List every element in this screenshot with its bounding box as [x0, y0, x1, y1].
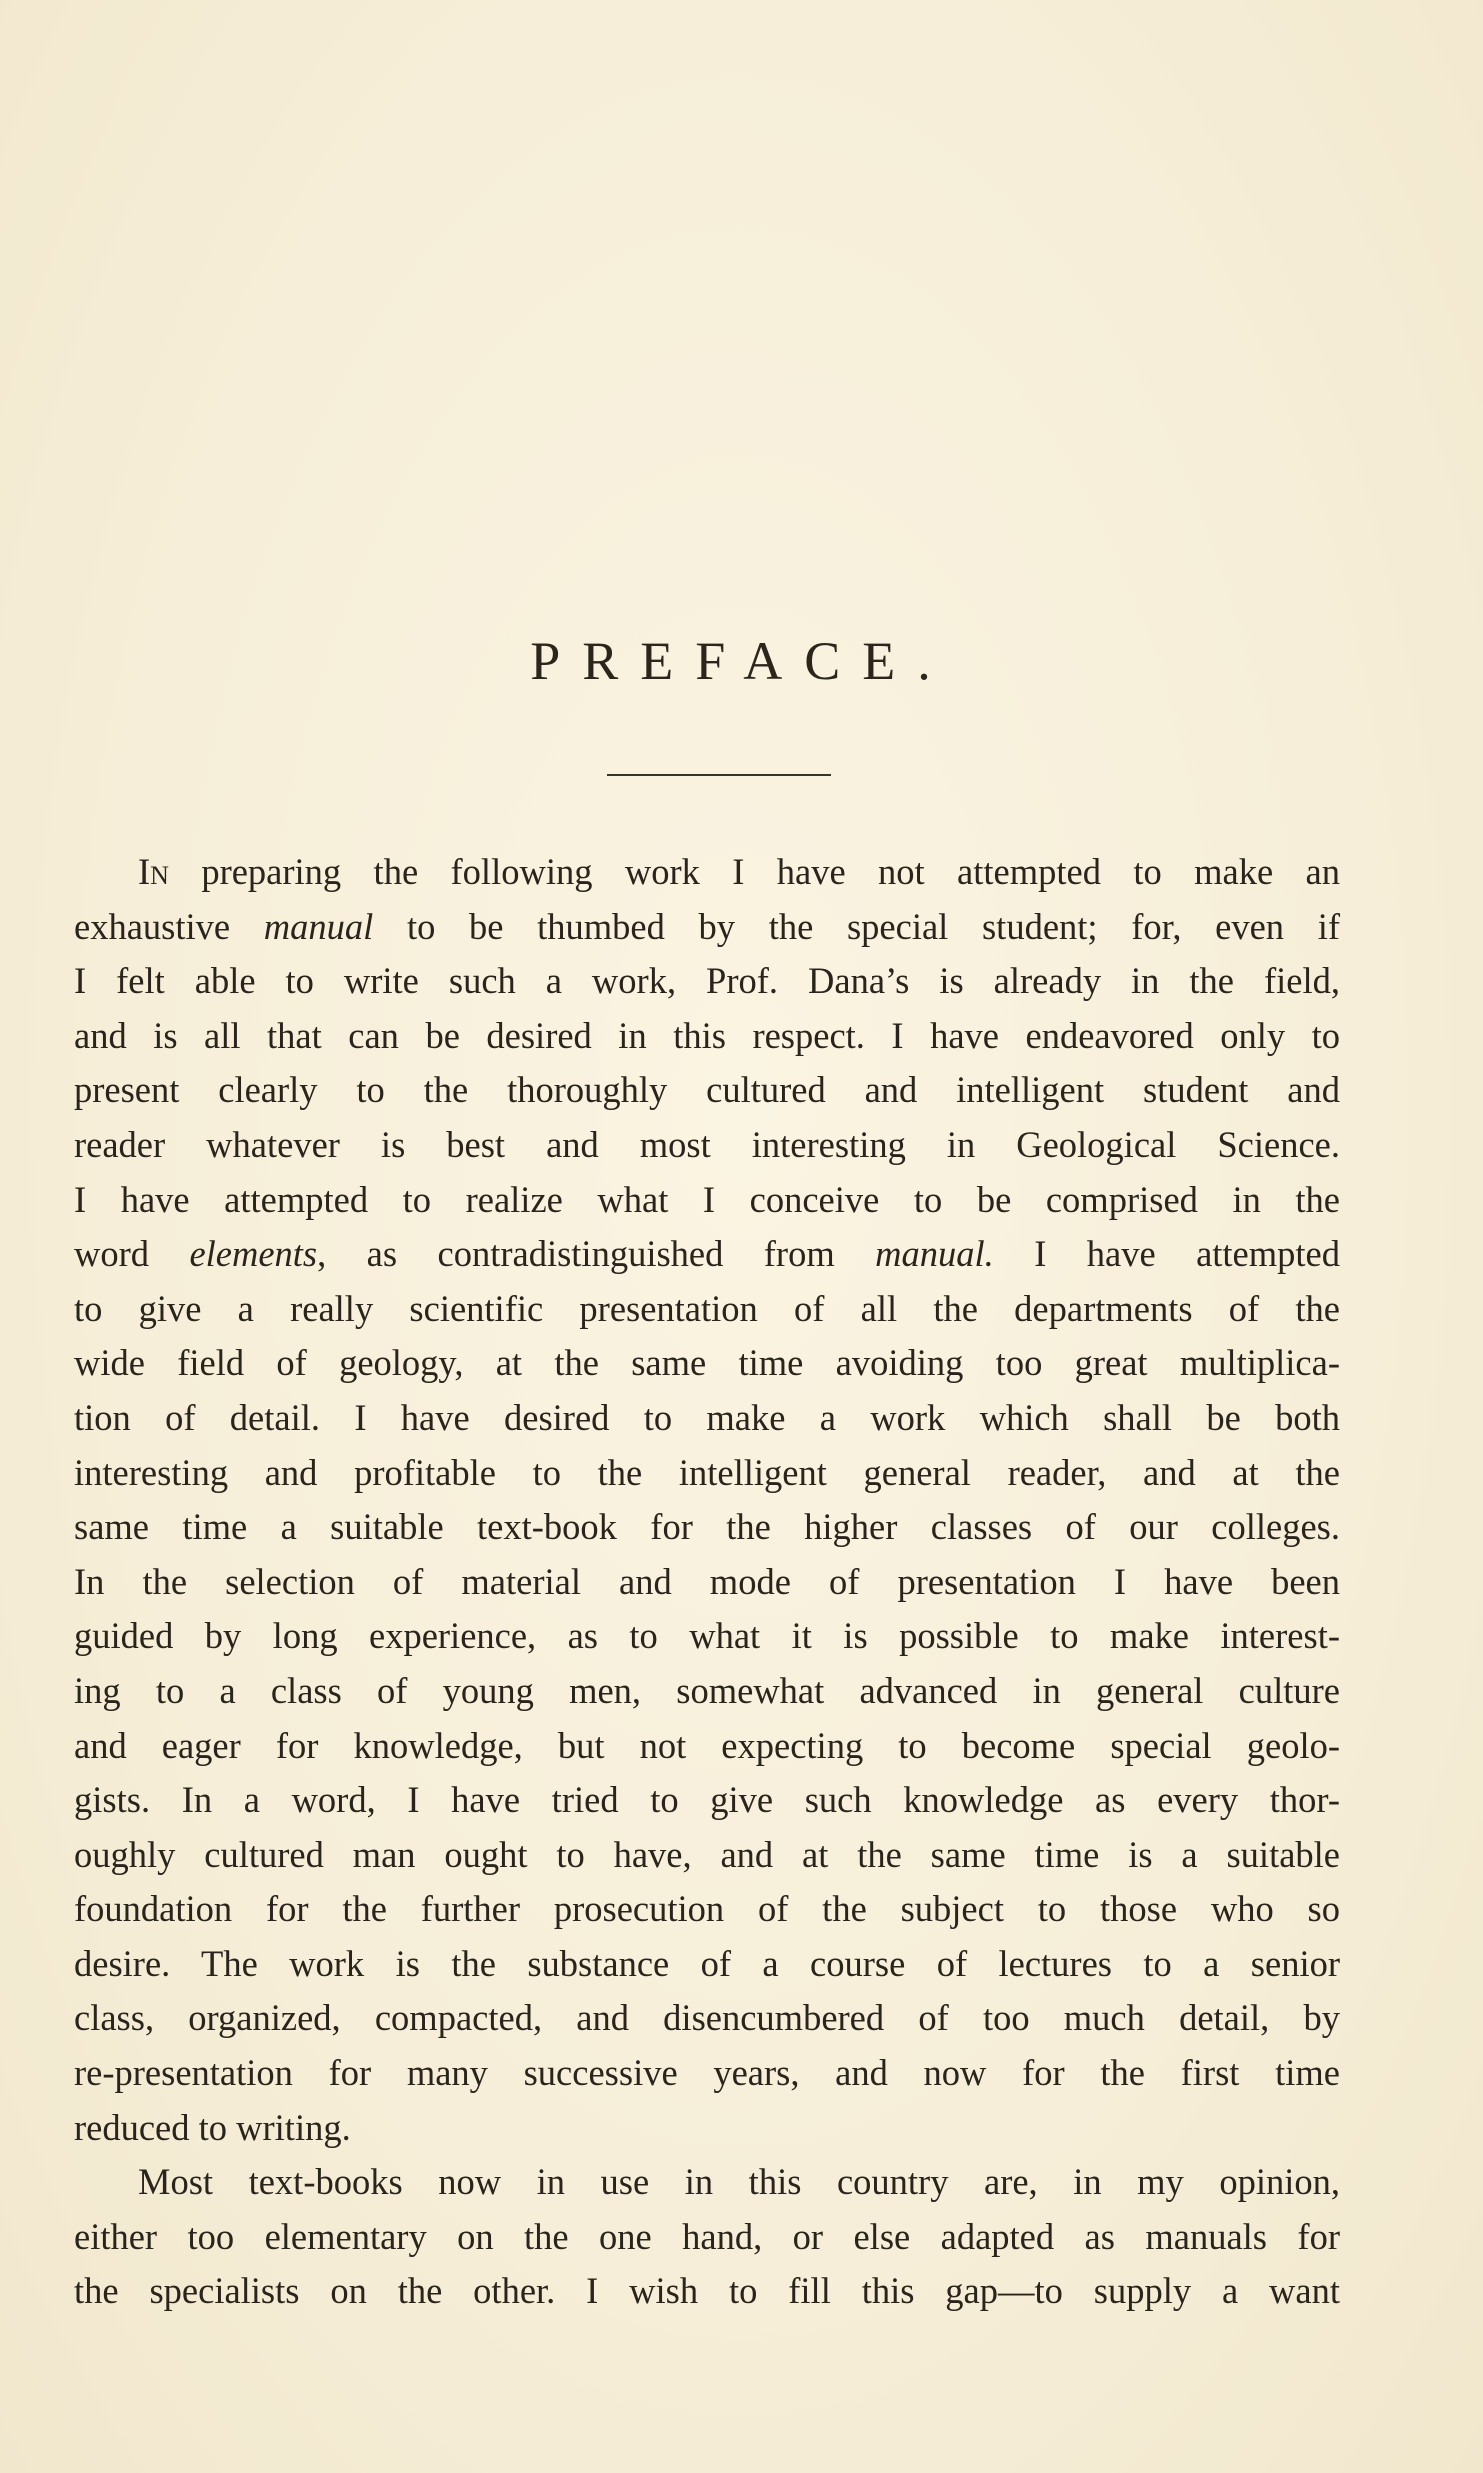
text-line: exhaustive manual to be thumbed by the special student; for, even if — [74, 905, 1340, 947]
text-line: class, organized, compacted, and disencumbered of too much detail, by — [74, 1997, 1340, 2039]
text-line: wide field of geology, at the same time avoiding too great multiplica- — [74, 1342, 1340, 1384]
text-line: In the selection of material and mode of presentation I have been — [74, 1560, 1340, 1602]
text-line: and is all that can be desired in this respect. I have endeavored only to — [74, 1014, 1340, 1056]
heading-rule — [607, 774, 831, 776]
text-line: guided by long experience, as to what it is possible to make interest- — [74, 1615, 1340, 1657]
text-line: re-presentation for many successive years, and now for the first time — [74, 2052, 1340, 2094]
text-line: reader whatever is best and most interesting in Geological Science. — [74, 1123, 1340, 1165]
text-line: present clearly to the thoroughly cultured and intelligent student and — [74, 1069, 1340, 1111]
preface-body — [74, 845, 1340, 2319]
text-line: tion of detail. I have desired to make a work which shall be both — [74, 1396, 1340, 1438]
preface-heading: PREFACE. — [530, 631, 953, 691]
text-line: the specialists on the other. I wish to fill this gap—to supply a want — [74, 2270, 1340, 2312]
text-line: gists. In a word, I have tried to give such knowledge as every thor- — [74, 1779, 1340, 1821]
text-line: reduced to writing. — [74, 2106, 351, 2148]
text-line: I felt able to write such a work, Prof. Dana’s is already in the field, — [74, 960, 1340, 1002]
text-line: ing to a class of young men, somewhat advanced in general culture — [74, 1669, 1340, 1711]
text-line: I have attempted to realize what I conceive to be comprised in the — [74, 1178, 1340, 1220]
text-line: to give a really scientific presentation of all the departments of the — [74, 1287, 1340, 1329]
text-line: oughly cultured man ought to have, and at the same time is a suitable — [74, 1833, 1340, 1875]
text-line: word elements, as contradistinguished from manual. I have attempted — [74, 1233, 1340, 1275]
text-line: interesting and profitable to the intelligent general reader, and at the — [74, 1451, 1340, 1493]
text-line: foundation for the further prosecution of the subject to those who so — [74, 1888, 1340, 1930]
text-line: In preparing the following work I have not attempted to make an — [138, 851, 1340, 892]
text-line: Most text-books now in use in this country are, in my opinion, — [138, 2161, 1340, 2203]
text-line: either too elementary on the one hand, or else adapted as manuals for — [74, 2215, 1340, 2257]
text-line: desire. The work is the substance of a course of lectures to a senior — [74, 1942, 1340, 1984]
text-line: same time a suitable text-book for the higher classes of our colleges. — [74, 1506, 1340, 1548]
text-line: and eager for knowledge, but not expecting to become special geolo- — [74, 1724, 1340, 1766]
